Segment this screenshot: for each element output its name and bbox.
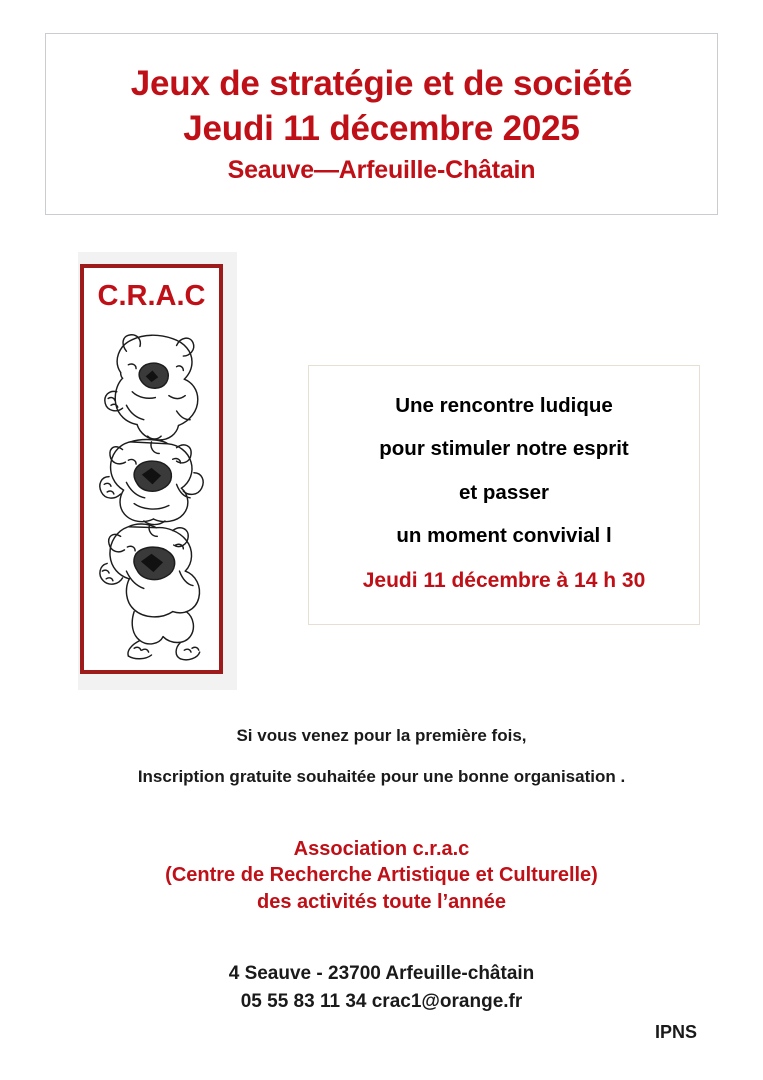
contact-block xyxy=(0,960,763,1015)
association-fullname: (Centre de Recherche Artistique et Culturelle) xyxy=(165,864,598,887)
contact-address: 4 Seauve - 23700 Arfeuille-châtain xyxy=(228,963,535,984)
association-name: Association c.r.a.c xyxy=(293,838,470,860)
slogan-line-4: un moment convivial l xyxy=(396,524,612,547)
three-stacked-bears-icon xyxy=(84,316,219,670)
contact-phone-email: 05 55 83 11 34 crac1@orange.fr xyxy=(240,990,523,1012)
poster-title-line-3: Seauve—Arfeuille-Châtain xyxy=(227,155,536,184)
inscription-note-line-1: Si vous venez pour la première fois, xyxy=(236,726,527,745)
poster-title-line-2: Jeudi 11 décembre 2025 xyxy=(183,108,580,148)
slogan-box xyxy=(308,365,700,625)
inscription-note xyxy=(0,727,763,786)
inscription-note-line-2: Inscription gratuite souhaitée pour une bonne organisation . xyxy=(137,766,626,786)
crac-logo xyxy=(80,264,223,674)
crac-wordmark: C.R.A.C xyxy=(97,280,206,312)
poster-title-line-1: Jeux de stratégie et de société xyxy=(130,64,633,104)
slogan-line-3: et passer xyxy=(458,480,550,504)
association-activities: des activités toute l’année xyxy=(257,890,506,913)
association-block xyxy=(0,836,763,915)
event-datetime: Jeudi 11 décembre à 14 h 30 xyxy=(362,568,646,592)
ipns-mark: IPNS xyxy=(655,1022,698,1042)
slogan-line-2: pour stimuler notre esprit xyxy=(379,437,629,460)
header-banner xyxy=(45,33,718,215)
slogan-line-1: Une rencontre ludique xyxy=(395,393,613,417)
